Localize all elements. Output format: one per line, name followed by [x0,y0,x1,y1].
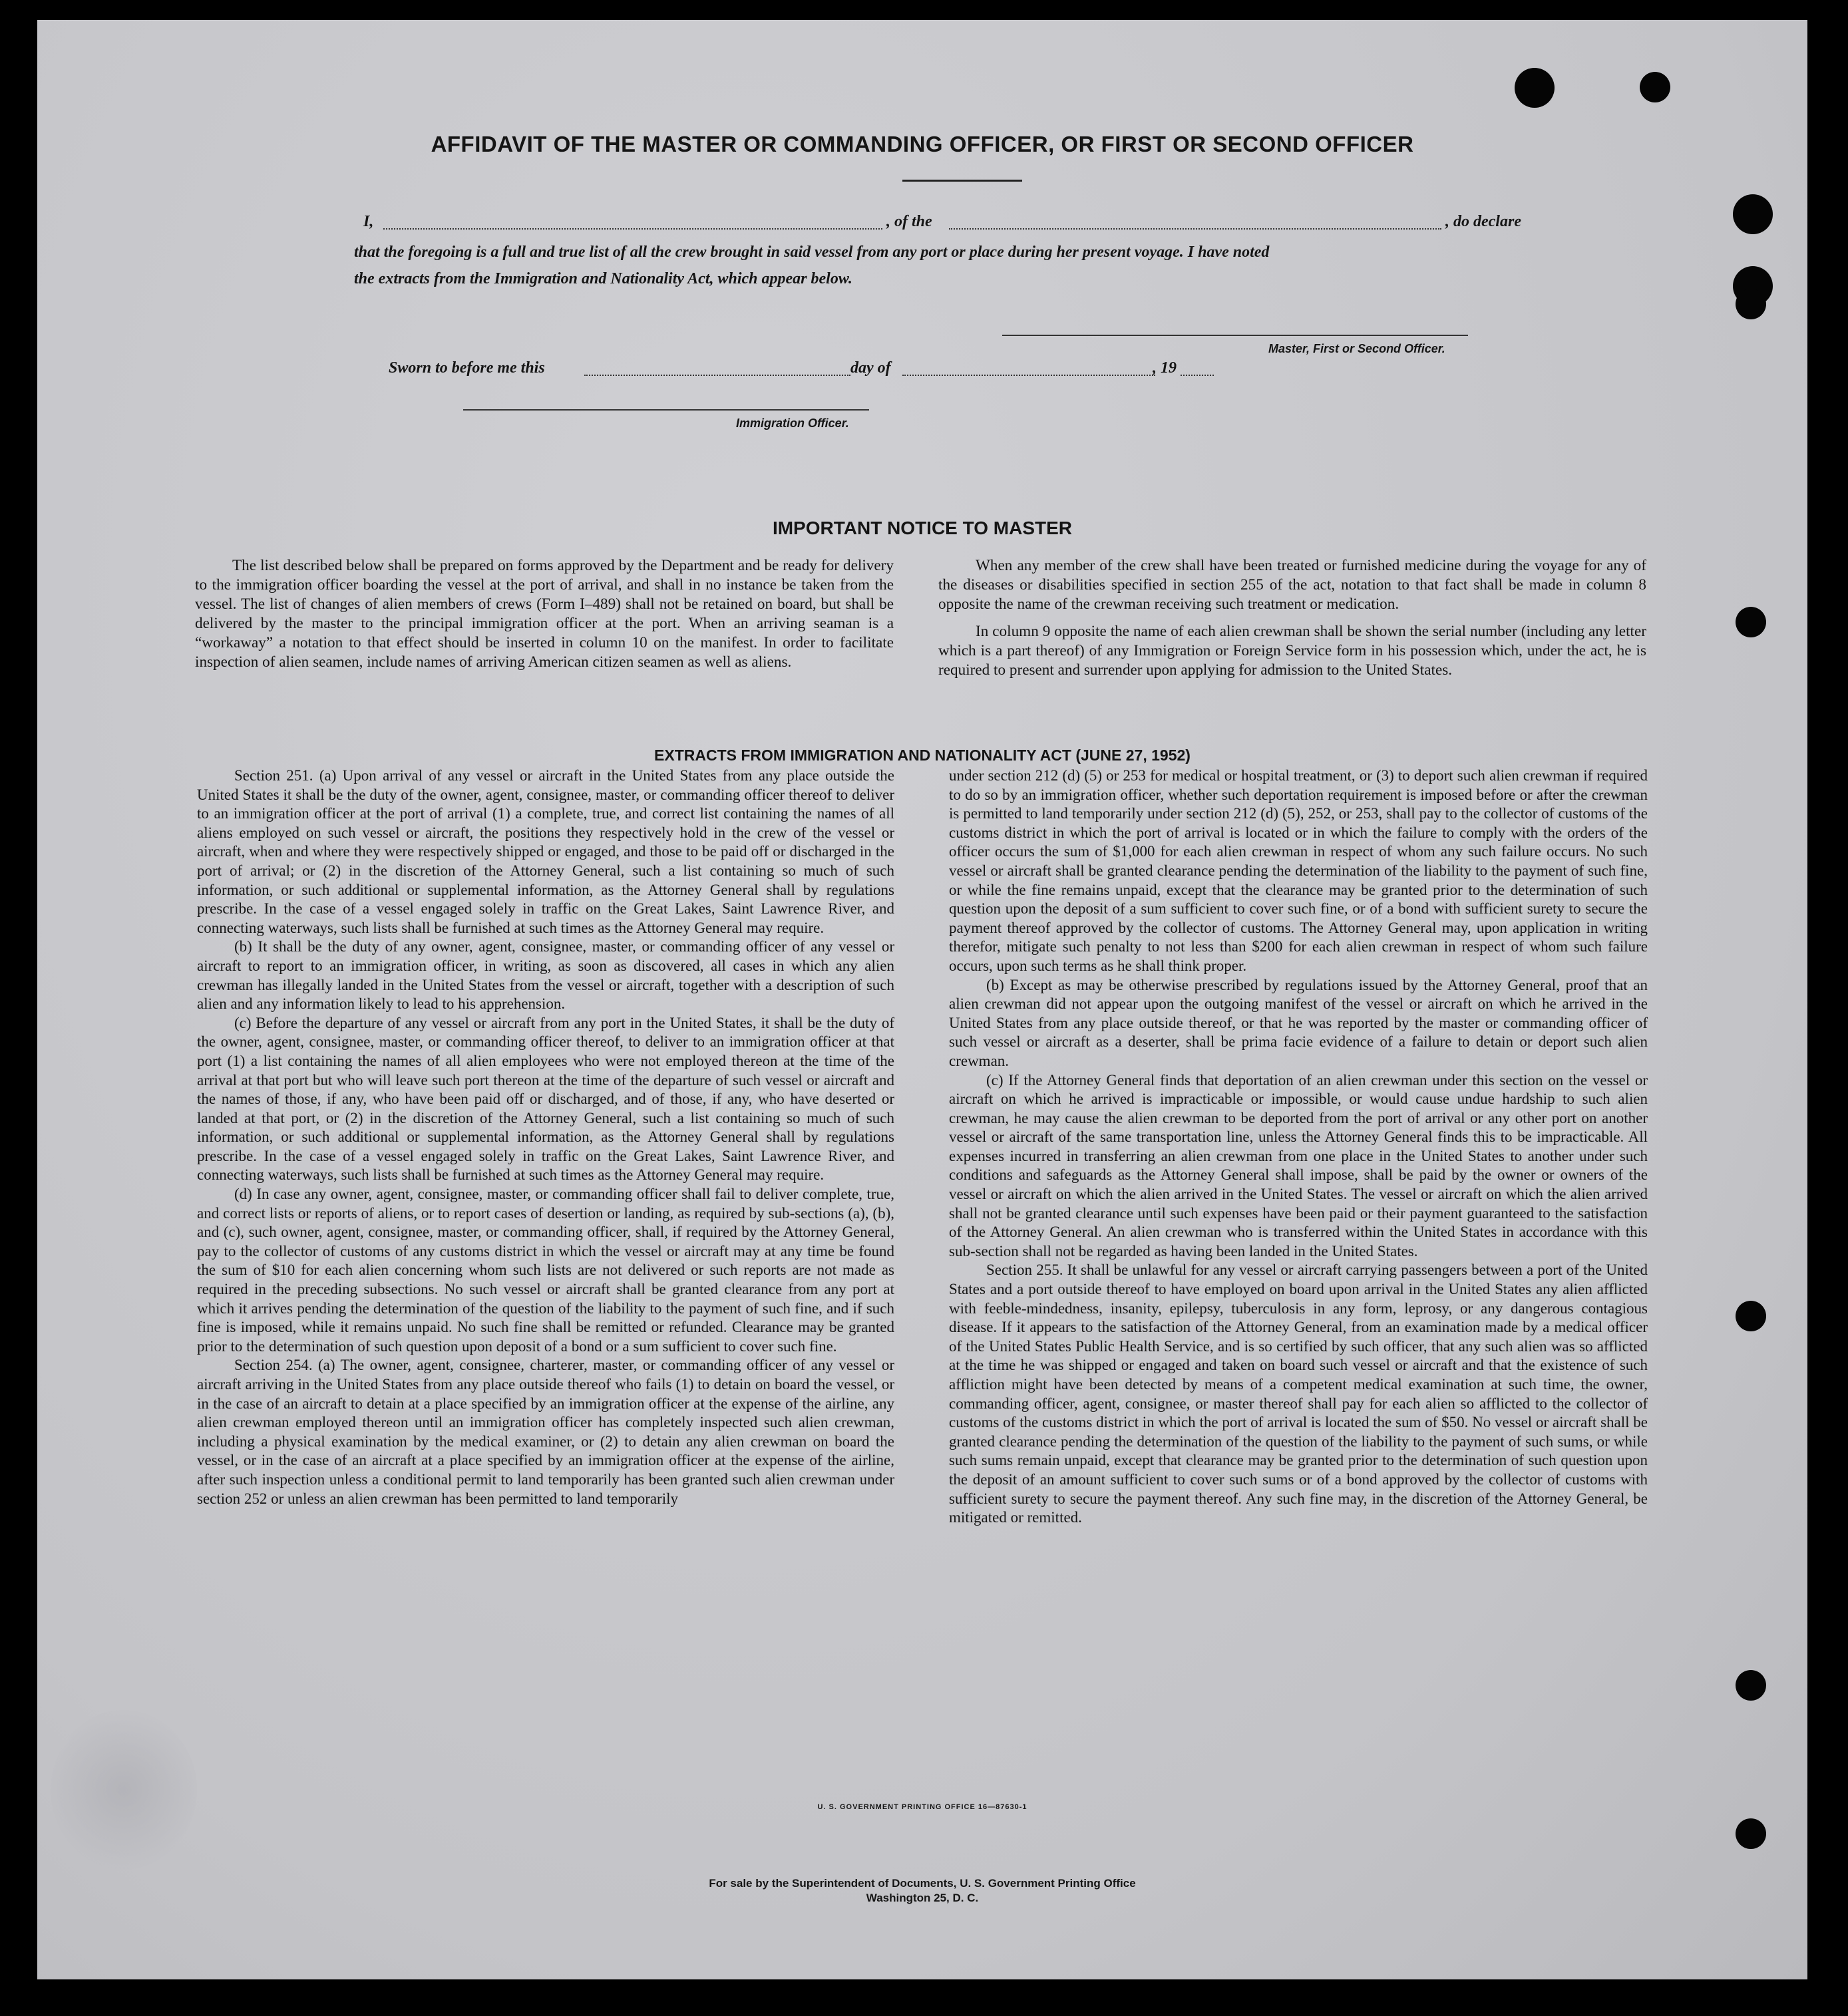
sale-line-2: Washington 25, D. C. [866,1892,979,1904]
sworn-label: Sworn to before me this [389,359,545,377]
notice-left-column [195,556,894,672]
punch-hole [1640,72,1670,102]
gpo-imprint: U. S. GOVERNMENT PRINTING OFFICE 16—87630-1 [817,1803,1027,1811]
section-255: Section 255. It shall be unlawful for any vessel or aircraft carrying passengers between a port of the United States and a port outside thereof to have employed on board upon arrival in the United States any alien afflicted with feeble-mindedness, insanity, epilepsy, tuberculosis in any form, leprosy, or any dangerous contagious disease. If it appears to the satisfaction of the Attorney General, from an examination made by a medical officer of the United States Public Health Service, and is so certified by such officer, that any such alien was so afflicted at the time he was shipped or engaged and taken on board such vessel or aircraft and that the existence of such affliction might have been detected by means of a competent medical examination at such time, the owner, commanding officer, agent, consignee, or master thereof shall pay for each alien so afflicted to the collector of customs of the customs district in which the port of arrival is located the sum of $50. No vessel or aircraft shall be granted clearance pending the determination of the question of the liability to the payment of such sums, or while such sums remain unpaid, except that clearance may be granted prior to the determination of such question upon the deposit of an amount sufficient to cover such sums or of a bond approved by the collector of customs with sufficient surety to secure the payment thereof. Any such fine may, in the discretion of the Attorney General, be mitigated or remitted. [949,1261,1648,1526]
year-label: , 19 [1153,359,1177,377]
do-declare-label: , do declare [1445,213,1521,230]
sworn-year-blank [1181,374,1214,376]
section-254-c: (c) If the Attorney General finds that deportation of an alien crewman under this section on the vessel or aircraft on which he arrived is impracticable or impossible, or would cause undue hardship to such alien crewman, he may cause the alien crewman to be deported from the port of arrival or any other port on another vessel or aircraft of the same transportation line, unless the Attorney General finds this to be impracticable. All expenses incurred in transferring an alien crewman from one place in the United States to another under such conditions and safeguards as the Attorney General shall impose, shall be paid by the owner or owners of the vessel or aircraft on which the alien arrived in the United States. The vessel or aircraft on which the alien arrived shall not be granted clearance until such expenses have been paid or their payment guaranteed to the satisfaction of the Attorney General. An alien crewman who is transferred within the United States in accordance with this sub-section shall not be regarded as having been landed in the United States. [949,1071,1648,1260]
sale-notice [37,1876,1807,1906]
punch-hole [1515,68,1555,108]
extracts-title: EXTRACTS FROM IMMIGRATION AND NATIONALITY ACT (JUNE 27, 1952) [654,747,1191,764]
document-page [37,20,1807,1979]
immigration-officer-label: Immigration Officer. [736,417,849,430]
section-254-b: (b) Except as may be otherwise prescribed by regulations issued by the Attorney General, proof that an alien crewman did not appear upon the outgoing manifest of the vessel or aircraft on which he arrived in the United States from any place outside thereof, or that he was reported by the master or commanding officer of such vessel or aircraft as a deserter, shall be prima facie evidence of a failure to detain or deport such alien crewman. [949,976,1648,1069]
vessel-blank [949,228,1441,230]
sworn-day-blank [584,374,850,376]
punch-hole [1736,607,1766,637]
i-label: I, [363,213,374,230]
affidavit-title: AFFIDAVIT OF THE MASTER OR COMMANDING OFFICER, OR FIRST OR SECOND OFFICER [431,132,1414,156]
punch-hole [1736,1818,1766,1849]
section-251-c: (c) Before the departure of any vessel or aircraft from any port in the United States, it shall be the duty of the owner, agent, consignee, master, or commanding officer thereof, to deliver to an immigration officer at that port (1) a list containing the names of all alien employees who were not employed thereon at the time of the arrival at that port but who will leave such port thereon at the time of the departure of such vessel or aircraft and the names of those, if any, who have been paid off or discharged, and of those, if any, who have deserted or landed at that port, or (2) in the discretion of the Attorney General, such a list containing so much of such information, or such additional or supplemental information, as the Attorney General shall by regulations prescribe. In the case of a vessel engaged solely in traffic on the Great Lakes, Saint Lawrence River, and connecting waterways, such lists shall be furnished at such times as the Attorney General may require. [197,1014,894,1184]
master-signature-label: Master, First or Second Officer. [1268,342,1445,355]
notice-left-paragraph: The list described below shall be prepared on forms approved by the Department and be ready for delivery to the immigration officer boarding the vessel at the port of arrival, and shall in no instance be taken from the vessel. The list of changes of alien members of crews (Form I–489) shall not be retained on board, but shall be delivered by the master to the principal immigration officer at the port. When an arriving seaman is a “workaway” a notation to that effect should be inserted in column 10 on the manifest. In order to facilitate inspection of alien seamen, include names of arriving American citizen seamen as well as aliens. [195,557,894,671]
section-254-a-continued: under section 212 (d) (5) or 253 for medical or hospital treatment, or (3) to deport such alien crewman if required to do so by an immigration officer, whether such deportation requirement is imposed before or after the crewman is permitted to land temporarily under section 212 (d) (5), 252, or 253, shall pay to the collector of customs of the customs district in which the port of arrival is located or in which the failure to comply with the orders of the officer occurs the sum of $1,000 for each alien crewman in respect of whom any such failure occurs. No such vessel or aircraft shall be granted clearance pending the determination of the liability to the payment of such fine, or while the fine remains unpaid, except that the clearance may be granted prior to the determination of such question upon the deposit of a sum sufficient to cover such fine, or of a bond with sufficient surety to secure the payment thereof approved by the collector of customs. The Attorney General may, upon application in writing therefor, mitigate such penalty to not less than $200 for each alien crewman in respect of whom such failure occurs, upon such terms as he shall think proper. [949,767,1648,974]
day-of-label: day of [850,359,891,377]
punch-hole [1736,1670,1766,1701]
embossed-seal [51,1710,197,1870]
notice-right-paragraph-2: In column 9 opposite the name of each alien crewman shall be shown the serial number (including any letter which is a part thereof) of any Immigration or Foreign Service form in his possession which, under the act, he is required to present and surrender upon applying for admission to the United States. [938,623,1646,679]
section-254-a: Section 254. (a) The owner, agent, consignee, charterer, master, or commanding officer of any vessel or aircraft arriving in the United States from any place outside thereof who fails (1) to detain on board the vessel, or in the case of an aircraft to detain at a place specified by an immigration officer at the expense of the airline, any alien crewman employed thereon until an immigration officer has completely inspected such alien crewman, including a physical examination by the medical examiner, or (2) to detain any alien crewman on board the vessel, or in the case of an aircraft at a place specified by an immigration officer at the expense of the airline, after such inspection unless a conditional permit to land temporarily has been granted such alien crewman under section 252 or unless an alien crewman has been permitted to land temporarily [197,1357,894,1507]
sale-line-1: For sale by the Superintendent of Documents, U. S. Government Printing Office [709,1877,1136,1890]
notice-title: IMPORTANT NOTICE TO MASTER [772,518,1073,538]
section-251-b: (b) It shall be the duty of any owner, agent, consignee, master, or commanding officer of any vessel or aircraft to report to an immigration officer, in writing, as soon as discovered, all cases in which any alien crewman has illegally landed in the United States from the vessel or aircraft, together with a description of such alien and any information likely to lead to his apprehension. [197,938,894,1013]
master-signature-line [1002,334,1468,336]
punch-hole [1736,1301,1766,1331]
extracts-right-column [949,766,1648,1528]
title-rule [902,180,1022,182]
declaration-line-1: that the foregoing is a full and true list of all the crew brought in said vessel from any port or place during her present voyage. I have noted [354,244,1270,261]
sworn-month-blank [902,374,1155,376]
immigration-officer-line [463,409,869,411]
section-251-d: (d) In case any owner, agent, consignee, master, or commanding officer shall fail to deliver complete, true, and correct lists or reports of aliens, or to report cases of desertion or landing, as required by sub-sections (a), (b), and (c), such owner, agent, consignee, master, or commanding officer, shall, if required by the Attorney General, pay to the collector of customs of any customs district in which the vessel or aircraft may at any time be found the sum of $10 for each alien concerning whom such lists are not delivered or such reports are not made as required in the preceding subsections. No such vessel or aircraft shall be granted clearance from any port at which it arrives pending the determination of the question of the liability to the payment of such fine, and if such fine is imposed, while it remains unpaid. No such fine shall be remitted or refunded. Clearance may be granted prior to the determination of such question upon deposit of a bond or a sum sufficient to cover such fine. [197,1186,894,1355]
of-the-label: , of the [886,213,932,230]
punch-hole [1733,194,1773,234]
section-251-a: Section 251. (a) Upon arrival of any vessel or aircraft in the United States from any place outside the United States it shall be the duty of the owner, agent, consignee, master, or commanding officer thereof to deliver to an immigration officer at the port of arrival (1) a complete, true, and correct list containing the names of all aliens employed on such vessel or aircraft, the positions they respectively hold in the crew of the vessel or aircraft, when and where they were respectively shipped or engaged, and those to be paid off or discharged in the port of arrival; or (2) in the discretion of the Attorney General, such a list containing so much of such information, or such additional or supplemental information, as the Attorney General shall by regulations prescribe. In the case of a vessel engaged solely in traffic on the Great Lakes, Saint Lawrence River, and connecting waterways, such lists shall be furnished at such times as the Attorney General may require. [197,767,894,936]
punch-hole [1736,289,1766,319]
declaration-line-2: the extracts from the Immigration and Nationality Act, which appear below. [354,270,852,287]
extracts-left-column [197,766,894,1508]
notice-right-paragraph-1: When any member of the crew shall have been treated or furnished medicine during the voyage for any of the diseases or disabilities specified in section 255 of the act, notation to that fact shall be made in column 8 opposite the name of the crewman receiving such treatment or medication. [938,557,1646,613]
name-blank [383,228,882,230]
notice-right-column [938,556,1646,680]
